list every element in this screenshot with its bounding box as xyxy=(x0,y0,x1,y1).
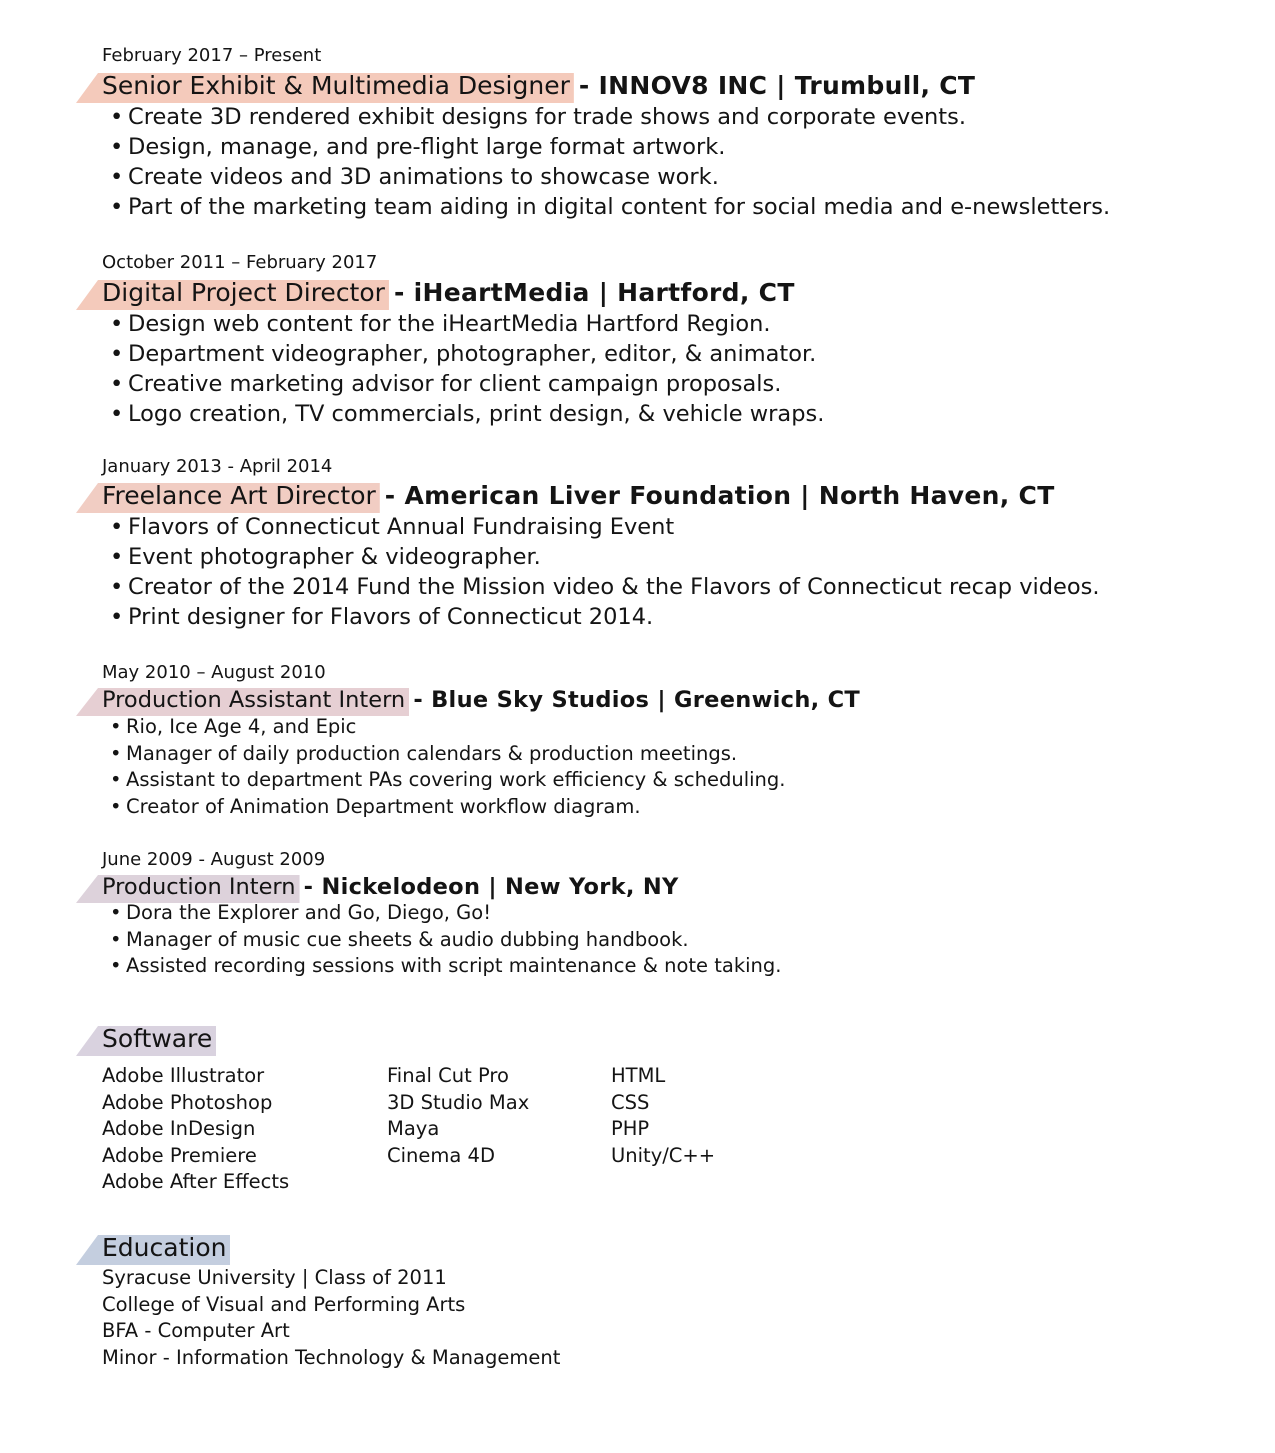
software-column xyxy=(611,1063,715,1169)
software-column xyxy=(387,1063,529,1169)
list-item: Final Cut Pro xyxy=(387,1064,509,1087)
list-item: • Dora the Explorer and Go, Diego, Go! xyxy=(110,900,781,927)
list-item: BFA - Computer Art xyxy=(102,1319,290,1343)
education-heading xyxy=(102,1233,226,1263)
list-item: College of Visual and Performing Arts xyxy=(102,1292,466,1316)
list-item: Adobe Photoshop xyxy=(102,1090,273,1114)
list-item: • Manager of daily production calendars & production meetings. xyxy=(110,741,785,768)
list-item: • Logo creation, TV commercials, print design, & vehicle wraps. xyxy=(110,399,824,429)
job-company: - Nickelodeon | New York, NY xyxy=(295,874,679,900)
education-list xyxy=(102,1265,560,1371)
job-title: Production Intern xyxy=(102,874,296,900)
job-bullets xyxy=(110,714,785,821)
list-item: • Design web content for the iHeartMedia Hartford Region. xyxy=(110,309,824,339)
job-bullets xyxy=(110,309,824,429)
job-title: Digital Project Director xyxy=(102,278,385,307)
list-item: Adobe After Effects xyxy=(102,1170,290,1193)
education-heading-label: Education xyxy=(102,1233,227,1262)
job-date: May 2010 – August 2010 xyxy=(102,662,326,683)
list-item: • Rio, Ice Age 4, and Epic xyxy=(110,714,785,741)
job-company: - iHeartMedia | Hartford, CT xyxy=(384,278,795,307)
list-item: 3D Studio Max xyxy=(387,1090,530,1114)
list-item: Adobe InDesign xyxy=(102,1117,256,1140)
job-date: January 2013 - April 2014 xyxy=(102,456,333,477)
job-bullets xyxy=(110,512,1100,632)
job-title-row xyxy=(102,71,975,101)
list-item: • Manager of music cue sheets & audio dubbing handbook. xyxy=(110,927,781,954)
job-company: - American Liver Foundation | North Haven, CT xyxy=(375,481,1055,510)
job-title-row xyxy=(102,481,1055,511)
job-title-row xyxy=(102,873,679,901)
list-item: • Event photographer & videographer. xyxy=(110,542,1100,572)
list-item: Syracuse University | Class of 2011 xyxy=(102,1266,447,1289)
list-item: • Create 3D rendered exhibit designs for trade shows and corporate events. xyxy=(110,102,1110,132)
job-bullets xyxy=(110,102,1110,222)
job-bullets xyxy=(110,900,781,980)
list-item: Adobe Premiere xyxy=(102,1143,257,1167)
list-item: • Design, manage, and pre-flight large format artwork. xyxy=(110,132,1110,162)
job-title: Freelance Art Director xyxy=(102,481,376,510)
list-item: Unity/C++ xyxy=(611,1143,716,1167)
job-company: - INNOV8 INC | Trumbull, CT xyxy=(569,71,976,100)
list-item: • Assistant to department PAs covering work efficiency & scheduling. xyxy=(110,767,785,794)
job-title-row xyxy=(102,686,860,714)
list-item: • Creator of Animation Department workflow diagram. xyxy=(110,794,785,821)
job-title: Production Assistant Intern xyxy=(102,687,406,713)
list-item: HTML xyxy=(611,1064,666,1087)
job-company: - Blue Sky Studios | Greenwich, CT xyxy=(405,687,861,713)
list-item: Minor - Information Technology & Management xyxy=(102,1345,561,1369)
list-item: • Creative marketing advisor for client campaign proposals. xyxy=(110,369,824,399)
list-item: CSS xyxy=(611,1090,650,1114)
list-item: • Creator of the 2014 Fund the Mission video & the Flavors of Connecticut recap videos. xyxy=(110,572,1100,602)
job-title-row xyxy=(102,278,795,308)
list-item: Cinema 4D xyxy=(387,1143,495,1167)
list-item: • Print designer for Flavors of Connecticut 2014. xyxy=(110,602,1100,632)
software-heading xyxy=(102,1024,212,1054)
list-item: • Part of the marketing team aiding in digital content for social media and e-newsletters. xyxy=(110,192,1110,222)
list-item: • Department videographer, photographer, editor, & animator. xyxy=(110,339,824,369)
list-item: Adobe Illustrator xyxy=(102,1064,265,1087)
software-heading-label: Software xyxy=(102,1024,213,1053)
job-date: June 2009 - August 2009 xyxy=(102,849,326,870)
job-date: February 2017 – Present xyxy=(102,45,322,66)
software-column xyxy=(102,1063,289,1196)
list-item: • Assisted recording sessions with script maintenance & note taking. xyxy=(110,953,781,980)
list-item: Maya xyxy=(387,1117,440,1140)
list-item: • Create videos and 3D animations to showcase work. xyxy=(110,162,1110,192)
job-date: October 2011 – February 2017 xyxy=(102,252,378,273)
job-title: Senior Exhibit & Multimedia Designer xyxy=(102,71,570,100)
list-item: PHP xyxy=(611,1117,650,1140)
list-item: • Flavors of Connecticut Annual Fundraising Event xyxy=(110,512,1100,542)
